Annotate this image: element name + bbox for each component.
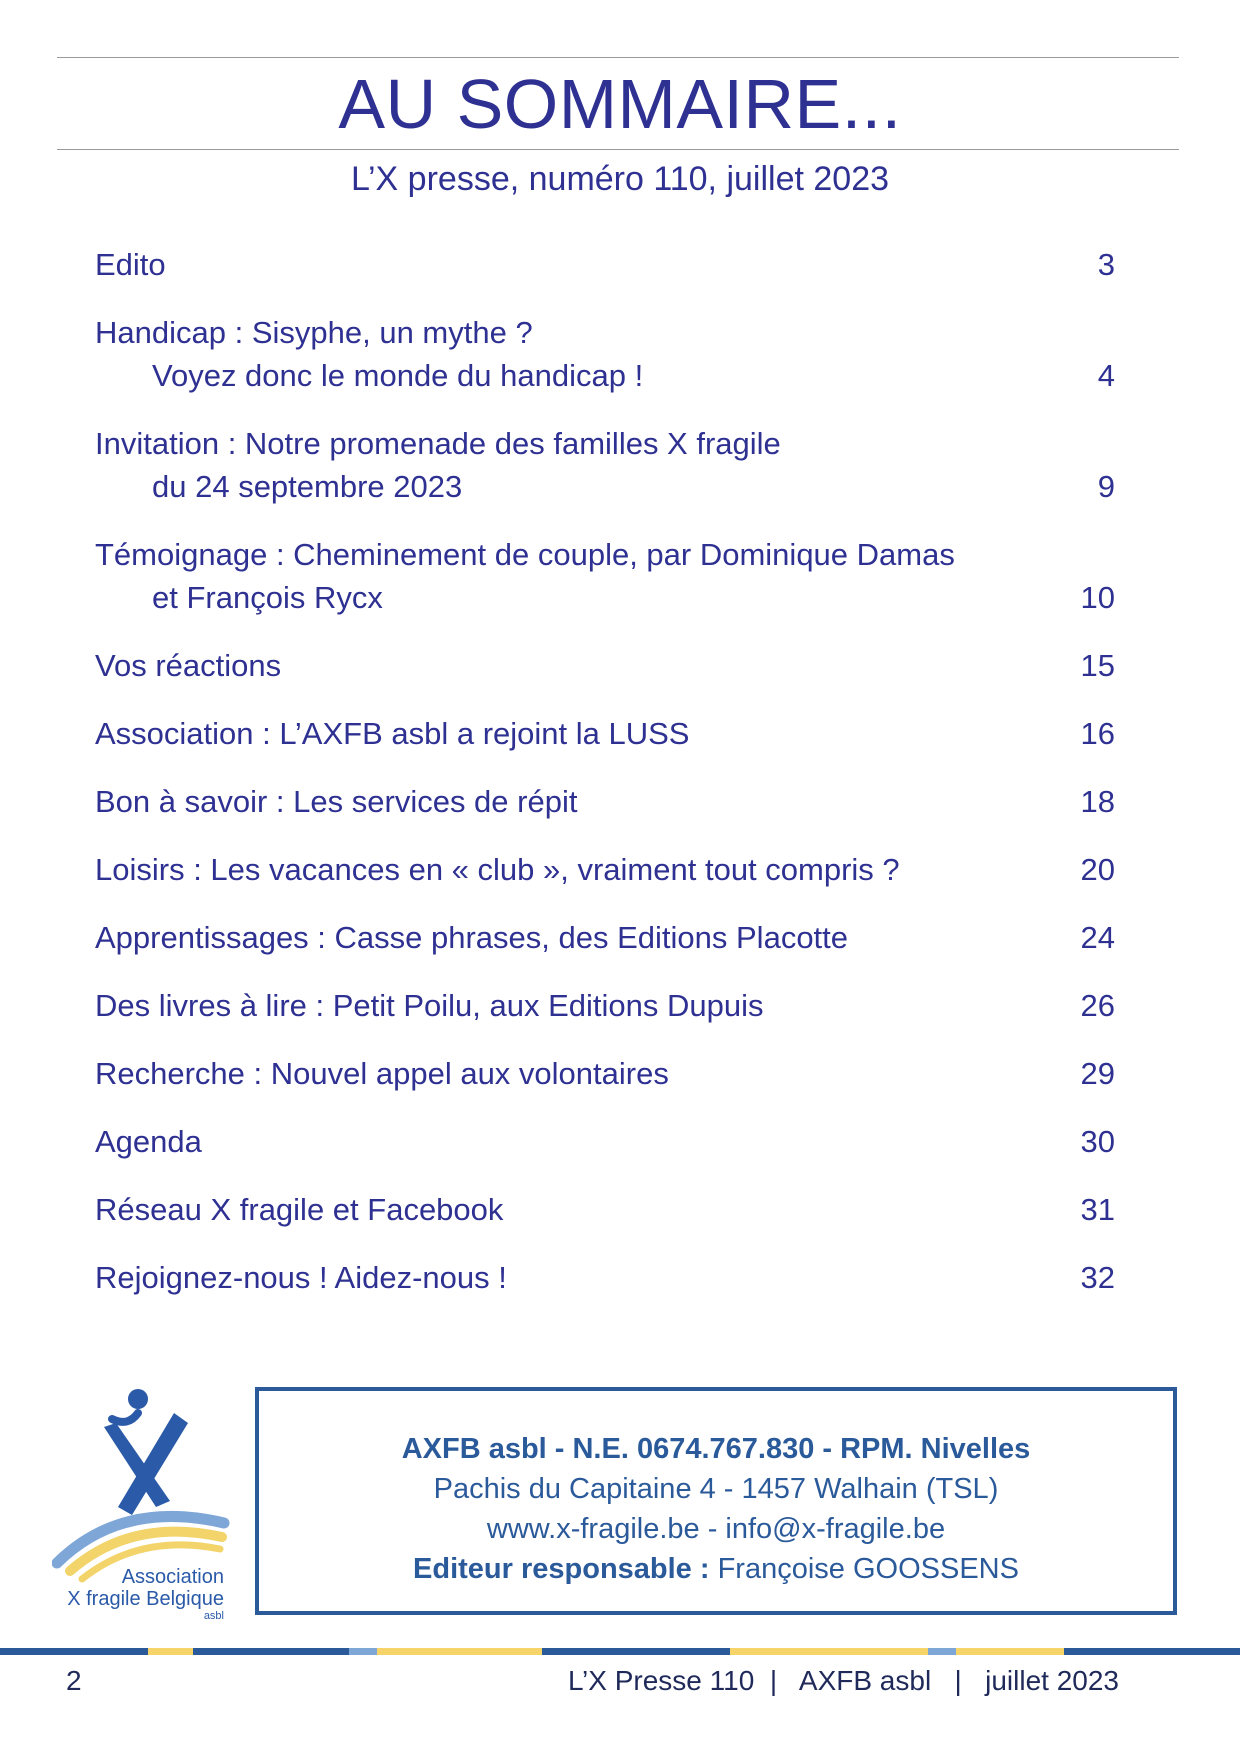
toc-page-number: 9 xyxy=(1097,469,1115,504)
toc-entry xyxy=(95,984,1115,1027)
publisher-name: Françoise GOOSSENS xyxy=(709,1553,1019,1585)
toc-entry-title: Handicap : Sisyphe, un mythe ? xyxy=(95,315,533,350)
toc-entry-title: Vos réactions xyxy=(95,648,282,683)
footer-color-stripe xyxy=(0,1648,1240,1655)
toc-entry xyxy=(95,1052,1115,1095)
toc-page-number: 32 xyxy=(1080,1260,1115,1295)
publisher-line xyxy=(259,1549,1173,1589)
logo-line1: Association xyxy=(121,1566,224,1588)
top-divider xyxy=(57,57,1179,58)
title-divider xyxy=(57,149,1179,150)
toc-entry-title: Réseau X fragile et Facebook xyxy=(95,1192,504,1227)
toc-page-number: 30 xyxy=(1080,1124,1115,1159)
toc-entry xyxy=(95,1188,1115,1231)
page-number: 2 xyxy=(66,1665,82,1696)
toc-entry-title: Des livres à lire : Petit Poilu, aux Editions Dupuis xyxy=(95,988,764,1023)
toc-entry xyxy=(95,422,1115,508)
table-of-contents xyxy=(95,243,1115,1324)
page-footer xyxy=(0,1665,1240,1705)
page-title: AU SOMMAIRE... xyxy=(338,65,902,143)
toc-entry xyxy=(95,1120,1115,1163)
toc-entry xyxy=(95,243,1115,286)
toc-entry xyxy=(95,644,1115,687)
toc-page-number: 10 xyxy=(1080,580,1115,615)
toc-entry xyxy=(95,533,1115,619)
address-line: Pachis du Capitaine 4 - 1457 Walhain (TSL) xyxy=(433,1473,999,1505)
toc-entry-title: Recherche : Nouvel appel aux volontaires xyxy=(95,1056,669,1091)
toc-entry-continuation: Voyez donc le monde du handicap ! xyxy=(152,358,644,393)
toc-entry xyxy=(95,311,1115,397)
association-logo xyxy=(52,1383,237,1623)
toc-entry-title: Apprentissages : Casse phrases, des Editions Placotte xyxy=(95,920,849,955)
toc-page-number: 29 xyxy=(1080,1056,1115,1091)
toc-page-number: 26 xyxy=(1080,988,1115,1023)
x-figure-logo-icon xyxy=(52,1383,237,1623)
toc-entry-title: Témoignage : Cheminement de couple, par Dominique Damas xyxy=(95,537,955,572)
logo-line2: X fragile Belgique xyxy=(67,1588,224,1610)
toc-page-number: 3 xyxy=(1097,247,1115,282)
footer-publication-info: L’X Presse 110 | AXFB asbl | juillet 2023 xyxy=(568,1665,1119,1696)
publisher-info-box xyxy=(255,1387,1177,1615)
toc-entry-title: Agenda xyxy=(95,1124,202,1159)
toc-page-number: 4 xyxy=(1097,358,1115,393)
registration-line: AXFB asbl - N.E. 0674.767.830 - RPM. Nivelles xyxy=(401,1433,1031,1465)
toc-page-number: 24 xyxy=(1080,920,1115,955)
toc-entry-title: Invitation : Notre promenade des familles X fragile xyxy=(95,426,781,461)
toc-page-number: 16 xyxy=(1080,716,1115,751)
toc-entry-continuation: du 24 septembre 2023 xyxy=(152,469,463,504)
publisher-label: Editeur responsable : xyxy=(413,1553,710,1585)
toc-page-number: 20 xyxy=(1080,852,1115,887)
toc-entry xyxy=(95,780,1115,823)
toc-page-number: 18 xyxy=(1080,784,1115,819)
toc-page-number: 15 xyxy=(1080,648,1115,683)
toc-entry xyxy=(95,916,1115,959)
toc-entry-title: Edito xyxy=(95,247,166,282)
toc-entry xyxy=(95,1256,1115,1299)
toc-entry xyxy=(95,712,1115,755)
toc-entry-title: Bon à savoir : Les services de répit xyxy=(95,784,578,819)
toc-entry xyxy=(95,848,1115,891)
logo-line3: asbl xyxy=(203,1610,224,1622)
toc-entry-continuation: et François Rycx xyxy=(152,580,383,615)
toc-entry-title: Rejoignez-nous ! Aidez-nous ! xyxy=(95,1260,507,1295)
toc-entry-title: Loisirs : Les vacances en « club », vraiment tout compris ? xyxy=(95,852,900,887)
toc-entry-title: Association : L’AXFB asbl a rejoint la LUSS xyxy=(95,716,690,751)
issue-subtitle: L’X presse, numéro 110, juillet 2023 xyxy=(350,160,890,198)
toc-page-number: 31 xyxy=(1080,1192,1115,1227)
contact-line: www.x-fragile.be - info@x-fragile.be xyxy=(486,1513,946,1545)
